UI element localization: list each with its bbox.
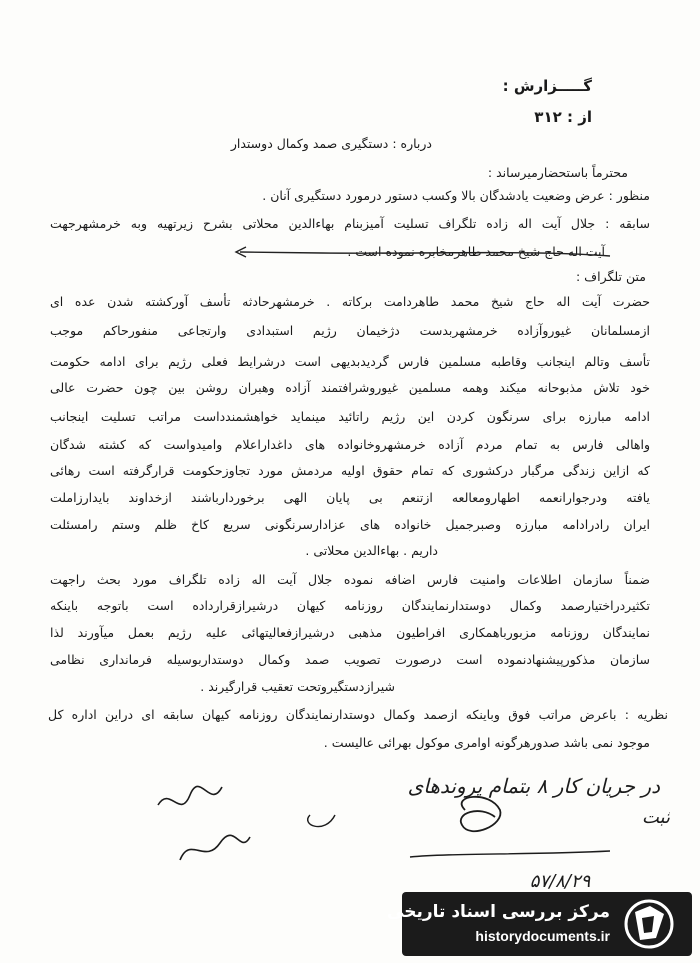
additional-line: تکثیردراختیارصمد وکمال دوستدارنمایندگان روزنامه کیهان درشیرازقرارداده است باتوجه باینکه — [50, 598, 650, 613]
opinion-line: نظریه : باعرض مراتب فوق وباینکه ازصمد وکمال دوستدارنمایندگان روزنامه کیهان سابقه ای دراین اداره کل — [48, 707, 668, 722]
archive-logo-icon — [620, 898, 678, 950]
telegram-label: متن تلگراف : — [576, 269, 646, 284]
additional-line: سازمان مذکورپیشنهادنموده است درصورت تصویب صمد وکمال دوستداربوسیله فرمانداری نظامی — [50, 652, 650, 667]
telegram-line: خود تلاش مذبوحانه میکند وهمه مسلمین غیوروشرافتمند آزاده وهبران روشن بین چون حضرت عالی — [50, 380, 650, 395]
additional-line: ضمناً سازمان اطلاعات وامنیت فارس اضافه نموده جلال آیت اله زاده تلگراف مورد بحث راجهت — [50, 572, 650, 587]
telegram-line: ادامه مبارزه برای سرنگون کردن این رژیم راتائید مینماید خواهشمندداست مراتب تسلیت اینجانب — [50, 409, 650, 424]
additional-line: نمایندگان روزنامه مزبورباهمکاری افراطیون مذهبی درشیرازفعالیتهائی علیه رژیم بعمل میآورند لذا — [50, 625, 650, 640]
telegram-line: حضرت آیت اله حاج شیخ محمد طاهردامت برکاته . خرمشهرحادثه تأسف آورکشته شدن عده ای — [50, 294, 650, 309]
telegram-line: تأسف وتالم اینجانب وقاطبه مسلمین فارس گردیدبدیهی است درشرایط فعلی رژیم برای ادامه حکومت — [50, 354, 650, 369]
telegram-line: داریم . بهاءالدین محلاتی . — [305, 543, 438, 558]
salutation: محترماً باستحضارمیرساند : — [487, 165, 628, 180]
additional-line: شیرازدستگیروتحت تعقیب قرارگیرند . — [200, 679, 395, 694]
handwritten-annotation — [150, 765, 670, 895]
subject-line: درباره : دستگیری صمد وکمال دوستدار — [230, 136, 432, 151]
report-label: گـــــزارش : — [502, 77, 592, 95]
watermark-banner — [387, 892, 692, 956]
handwritten-date: ۵۷/۸/۲۹ — [529, 871, 591, 892]
opinion-line: موجود نمی باشد صدورهرگونه اوامری موکول بهرائی عالیست . — [323, 735, 650, 750]
telegram-line: واهالی فارس به تمام مردم آزاده خرمشهروخانواده های داغداراعلام وامیدواست که کشته شدگان — [50, 437, 650, 452]
purpose-line: منظور : عرض وضعیت یادشدگان بالا وکسب دستور درمورد دستگیری آنان . — [262, 188, 650, 203]
background-line: سابقه : جلال آیت اله زاده تلگراف تسلیت آمیزبنام بهاءالدین محلاتی بشرح زیرتهیه وبه خرمشهرجهت — [50, 216, 650, 231]
telegram-line: یافته ودرجوارانعمه اطهارومعالعه ازتنعم بی پایان الهی برخوردارباشند ازخداوند بایدارزاملت — [50, 490, 650, 505]
from-number: از : ۳۱۲ — [534, 108, 592, 126]
background-line: آیت اله حاج شیخ محمد طاهرمخابره نموده است . — [347, 244, 605, 259]
signature-mark — [461, 797, 501, 831]
telegram-line: که ازاین زندگی مرگبار درکشوری که تمام حقوق اولیه مردمش مورد تجاوزحکومت قرارگرفته است رهائی — [50, 463, 650, 478]
handwritten-side-note: ثبت — [641, 807, 670, 828]
handwritten-underline — [232, 244, 612, 260]
telegram-line: ازمسلمانان غیوروآزاده خرمشهربدست دژخیمان رژیم استبدادی وارتجاعی منفورحاکم موجب — [50, 323, 650, 338]
telegram-line: ایران رادرادامه مبارزه وصبرجمیل خانواده های عزادارسرنگونی سریع کاخ ظلم وستم رامسئلت — [50, 517, 650, 532]
watermark-url: historydocuments.ir — [475, 928, 610, 944]
handwritten-note: در جریان کار ۸ بتمام پروندهای — [407, 774, 660, 798]
watermark-title: مرکز بررسی اسناد تاریخی — [387, 902, 610, 922]
